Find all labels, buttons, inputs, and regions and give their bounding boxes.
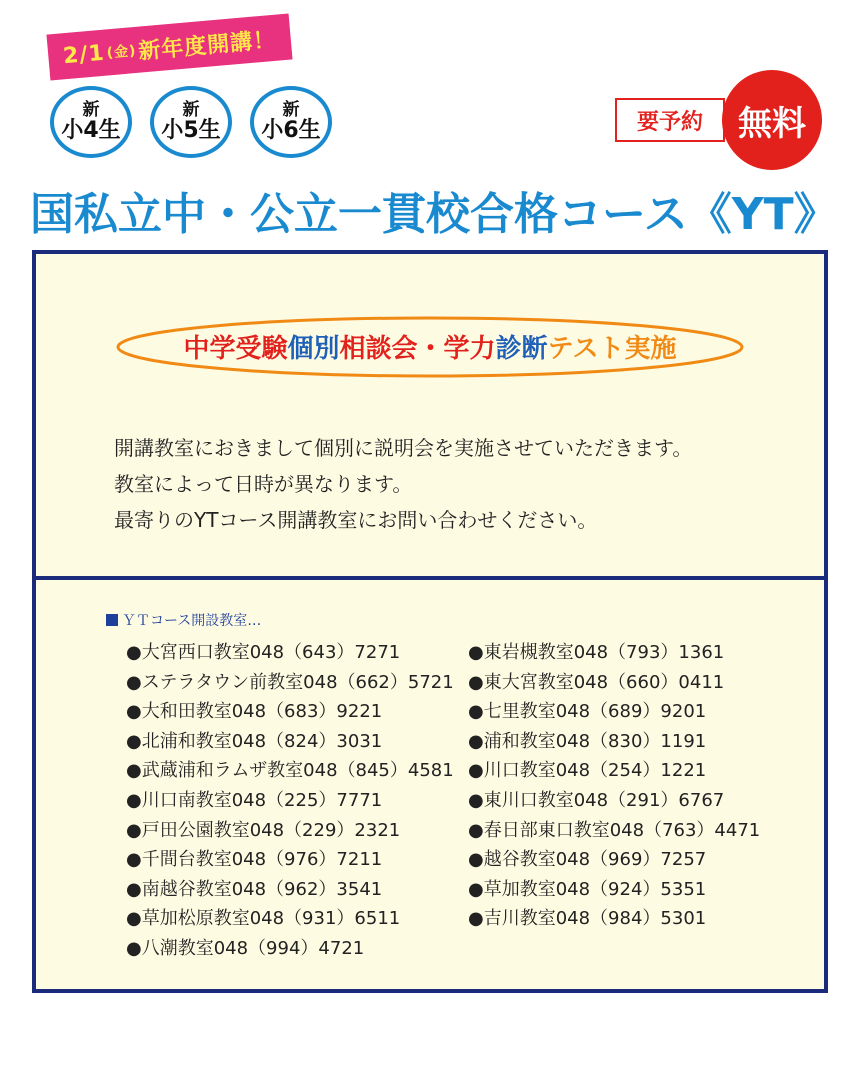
list-item: ●大和田教室048（683）9221 [126,701,383,723]
list-item: ●川口教室048（254）1221 [468,760,707,782]
event-title-part: 個別 [287,333,340,364]
list-item: ●草加松原教室048（931）6511 [126,908,401,930]
grade-badge-4 [50,86,132,158]
new-term-banner [46,13,292,80]
grade-badge-top: 新 [182,99,200,120]
banner-date: 2/1 [62,40,106,69]
classroom-list-heading [106,610,261,630]
list-item: ●七里教室048（689）9201 [468,701,707,723]
list-item: ●東岩槻教室048（793）1361 [468,642,725,663]
event-title [120,316,740,376]
section-divider [36,576,824,580]
list-item: ●浦和教室048（830）1191 [468,730,707,752]
description-line: 教室によって日時が異なります。 [114,472,413,496]
classroom-list-right [468,638,760,934]
list-item: ●ステラタウン前教室048（662）5721 [126,671,454,693]
reservation-required-label: 要予約 [615,98,725,142]
list-item: ●北浦和教室048（824）3031 [126,730,383,752]
grade-badge-top: 新 [82,99,100,120]
list-item: ●越谷教室048（969）7257 [468,849,707,871]
free-badge: 無料 [722,70,822,170]
grade-badge-5 [150,86,232,158]
list-item: ●南越谷教室048（962）3541 [126,878,383,900]
list-item: ●東川口教室048（291）6767 [468,789,725,811]
list-item: ●大宮西口教室048（643）7271 [126,642,401,663]
grade-badge-top: 新 [282,99,300,120]
banner-text: 新年度開講！ [137,27,278,65]
classroom-list-heading-text: ＹＴコース開設教室… [122,613,262,629]
description-line: 開講教室におきまして個別に説明会を実施させていただきます。 [114,436,693,460]
list-item: ●戸田公園教室048（229）2321 [126,819,401,841]
description [114,430,804,538]
info-panel [32,250,828,993]
list-item: ●川口南教室048（225）7771 [126,789,383,811]
event-title-part: テスト実施 [547,333,677,364]
event-title-part: 相談会 [339,333,418,364]
list-item: ●東大宮教室048（660）0411 [468,671,725,693]
grade-badge-bottom: 小6生 [261,118,321,144]
list-item: ●八潮教室048（994）4721 [126,937,365,959]
list-item: ●草加教室048（924）5351 [468,878,707,900]
course-title: 国私立中・公立一貫校合格コース《YT》 [30,189,838,240]
classroom-list-left [126,638,454,964]
square-bullet-icon [106,614,118,626]
list-item: ●千間台教室048（976）7211 [126,849,383,871]
grade-badge-6 [250,86,332,158]
event-title-part: ・学力 [417,333,496,364]
event-title-part: 中学受験 [183,333,288,364]
grade-badge-bottom: 小5生 [161,118,221,144]
list-item: ●春日部東口教室048（763）4471 [468,819,761,841]
grade-badge-bottom: 小4生 [61,118,121,144]
list-item: ●武蔵浦和ラムザ教室048（845）4581 [126,760,454,782]
list-item: ●吉川教室048（984）5301 [468,908,707,930]
description-line: 最寄りのYTコース開講教室にお問い合わせください。 [114,508,598,532]
banner-weekday: (金) [106,42,138,62]
event-title-part: 診断 [495,333,548,364]
